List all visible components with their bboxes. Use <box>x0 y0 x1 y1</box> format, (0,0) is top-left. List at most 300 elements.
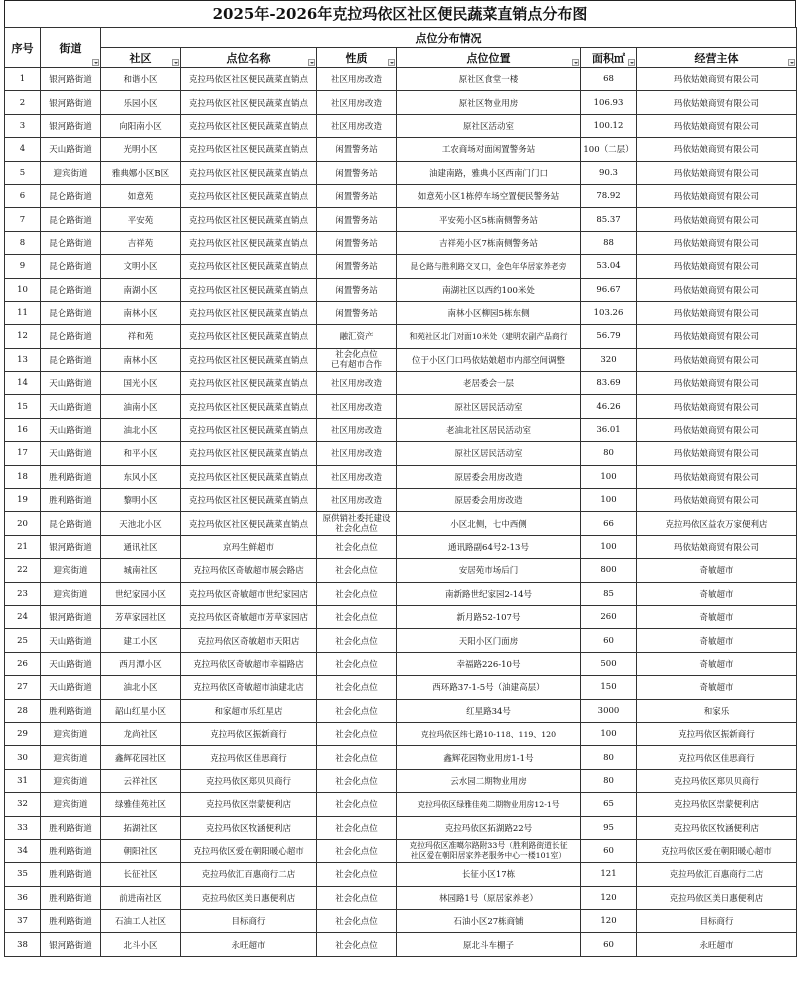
cell-community: 吉祥苑 <box>101 231 181 254</box>
cell-operator: 玛依姑娘商贸有限公司 <box>637 301 797 324</box>
header-location[interactable]: 点位位置 <box>397 48 581 68</box>
cell-nature: 社区用房改造 <box>317 442 397 465</box>
cell-area: 100（二层） <box>581 138 637 161</box>
cell-street: 胜利路街道 <box>41 465 101 488</box>
cell-point-name: 克拉玛依区社区便民蔬菜直销点 <box>181 465 317 488</box>
cell-seq: 36 <box>5 886 41 909</box>
cell-point-name: 克拉玛依区牧涵便利店 <box>181 816 317 839</box>
header-street[interactable]: 街道 <box>41 28 101 68</box>
cell-nature: 原供销社委托建设 社会化点位 <box>317 512 397 535</box>
cell-operator: 玛依姑娘商贸有限公司 <box>637 325 797 348</box>
cell-nature: 社会化点位 <box>317 910 397 933</box>
cell-area: 53.04 <box>581 255 637 278</box>
cell-operator: 玛依姑娘商贸有限公司 <box>637 489 797 512</box>
cell-area: 60 <box>581 933 637 956</box>
cell-point-name: 克拉玛依区振新商行 <box>181 722 317 745</box>
cell-nature: 闲置警务站 <box>317 161 397 184</box>
cell-seq: 32 <box>5 793 41 816</box>
cell-operator: 玛依姑娘商贸有限公司 <box>637 348 797 371</box>
cell-seq: 7 <box>5 208 41 231</box>
cell-area: 150 <box>581 676 637 699</box>
cell-operator: 克拉玛依区崇蒙便利店 <box>637 793 797 816</box>
cell-area: 120 <box>581 886 637 909</box>
cell-seq: 11 <box>5 301 41 324</box>
cell-location: 平安苑小区5栋南侧警务站 <box>397 208 581 231</box>
cell-street: 昆仑路街道 <box>41 255 101 278</box>
table-row <box>5 184 797 207</box>
cell-location: 原居委会用房改造 <box>397 465 581 488</box>
cell-location: 红星路34号 <box>397 699 581 722</box>
cell-operator: 奇敏超市 <box>637 605 797 628</box>
cell-operator: 目标商行 <box>637 910 797 933</box>
cell-seq: 14 <box>5 372 41 395</box>
cell-point-name: 克拉玛依区社区便民蔬菜直销点 <box>181 208 317 231</box>
cell-street: 迎宾街道 <box>41 559 101 582</box>
cell-location: 位于小区门口玛依姑娘超市内部空间调整 <box>397 348 581 371</box>
cell-location: 原社区活动室 <box>397 114 581 137</box>
cell-seq: 16 <box>5 418 41 441</box>
cell-operator: 玛依姑娘商贸有限公司 <box>637 184 797 207</box>
cell-operator: 玛依姑娘商贸有限公司 <box>637 395 797 418</box>
cell-point-name: 克拉玛依区佳思商行 <box>181 746 317 769</box>
table-row <box>5 208 797 231</box>
cell-seq: 24 <box>5 605 41 628</box>
cell-nature: 社会化点位 <box>317 886 397 909</box>
cell-location: 南湖社区以西约100米处 <box>397 278 581 301</box>
cell-area: 120 <box>581 910 637 933</box>
cell-seq: 27 <box>5 676 41 699</box>
cell-point-name: 克拉玛依区奇敏超市油建北店 <box>181 676 317 699</box>
cell-point-name: 克拉玛依区社区便民蔬菜直销点 <box>181 68 317 91</box>
cell-community: 北斗小区 <box>101 933 181 956</box>
cell-nature: 社会化点位 <box>317 793 397 816</box>
cell-operator: 玛依姑娘商贸有限公司 <box>637 255 797 278</box>
cell-nature: 闲置警务站 <box>317 278 397 301</box>
cell-nature: 社会化点位 <box>317 839 397 862</box>
cell-community: 南湖小区 <box>101 278 181 301</box>
cell-operator: 奇敏超市 <box>637 582 797 605</box>
cell-nature: 社会化点位 <box>317 535 397 558</box>
cell-operator: 克拉玛依区郑贝贝商行 <box>637 769 797 792</box>
cell-area: 83.69 <box>581 372 637 395</box>
cell-seq: 19 <box>5 489 41 512</box>
cell-community: 和谐小区 <box>101 68 181 91</box>
cell-operator: 奇敏超市 <box>637 652 797 675</box>
cell-point-name: 克拉玛依区奇敏超市展会路店 <box>181 559 317 582</box>
cell-area: 68 <box>581 68 637 91</box>
cell-community: 如意苑 <box>101 184 181 207</box>
cell-area: 80 <box>581 769 637 792</box>
table-row <box>5 793 797 816</box>
cell-community: 油北小区 <box>101 418 181 441</box>
cell-nature: 社区用房改造 <box>317 418 397 441</box>
cell-area: 80 <box>581 442 637 465</box>
cell-seq: 26 <box>5 652 41 675</box>
cell-point-name: 目标商行 <box>181 910 317 933</box>
cell-seq: 5 <box>5 161 41 184</box>
cell-area: 260 <box>581 605 637 628</box>
cell-nature: 闲置警务站 <box>317 231 397 254</box>
cell-operator: 玛依姑娘商贸有限公司 <box>637 68 797 91</box>
cell-point-name: 克拉玛依区社区便民蔬菜直销点 <box>181 161 317 184</box>
cell-seq: 8 <box>5 231 41 254</box>
cell-area: 96.67 <box>581 278 637 301</box>
cell-seq: 20 <box>5 512 41 535</box>
cell-location: 如意苑小区1栋停车场空置便民警务站 <box>397 184 581 207</box>
header-community[interactable]: 社区 <box>101 48 181 68</box>
header-nature[interactable]: 性质 <box>317 48 397 68</box>
cell-location: 吉祥苑小区7栋南侧警务站 <box>397 231 581 254</box>
cell-location: 林园路1号（原居家养老） <box>397 886 581 909</box>
filter-dropdown-icon[interactable] <box>628 59 635 66</box>
cell-operator: 克拉玛依区牧涵便利店 <box>637 816 797 839</box>
cell-location: 油建南路，雅典小区西南门门口 <box>397 161 581 184</box>
cell-seq: 3 <box>5 114 41 137</box>
table-row <box>5 582 797 605</box>
cell-seq: 23 <box>5 582 41 605</box>
cell-community: 南林小区 <box>101 348 181 371</box>
cell-street: 胜利路街道 <box>41 839 101 862</box>
cell-community: 韶山红星小区 <box>101 699 181 722</box>
cell-street: 昆仑路街道 <box>41 184 101 207</box>
cell-street: 天山路街道 <box>41 395 101 418</box>
cell-point-name: 克拉玛依区社区便民蔬菜直销点 <box>181 231 317 254</box>
table-row <box>5 231 797 254</box>
cell-nature: 社会化点位 <box>317 816 397 839</box>
cell-location: 原社区食堂一楼 <box>397 68 581 91</box>
cell-point-name: 克拉玛依区社区便民蔬菜直销点 <box>181 512 317 535</box>
cell-seq: 9 <box>5 255 41 278</box>
cell-nature: 社区用房改造 <box>317 91 397 114</box>
cell-operator: 永旺超市 <box>637 933 797 956</box>
cell-street: 昆仑路街道 <box>41 512 101 535</box>
cell-operator: 玛依姑娘商贸有限公司 <box>637 231 797 254</box>
cell-street: 迎宾街道 <box>41 582 101 605</box>
cell-point-name: 永旺超市 <box>181 933 317 956</box>
cell-operator: 奇敏超市 <box>637 559 797 582</box>
cell-operator: 克拉玛依区美日惠便利店 <box>637 886 797 909</box>
cell-street: 胜利路街道 <box>41 886 101 909</box>
cell-street: 昆仑路街道 <box>41 278 101 301</box>
cell-seq: 38 <box>5 933 41 956</box>
cell-nature: 社区用房改造 <box>317 489 397 512</box>
cell-nature: 社会化点位 <box>317 582 397 605</box>
cell-operator: 和家乐 <box>637 699 797 722</box>
cell-point-name: 克拉玛依区爱在朝阳暖心超市 <box>181 839 317 862</box>
cell-street: 天山路街道 <box>41 138 101 161</box>
cell-point-name: 和家超市乐红星店 <box>181 699 317 722</box>
cell-seq: 6 <box>5 184 41 207</box>
cell-seq: 15 <box>5 395 41 418</box>
cell-location: 西环路37-1-5号（油建高层） <box>397 676 581 699</box>
cell-point-name: 克拉玛依区社区便民蔬菜直销点 <box>181 138 317 161</box>
cell-area: 100 <box>581 465 637 488</box>
cell-point-name: 克拉玛依区奇敏超市幸福路店 <box>181 652 317 675</box>
cell-street: 天山路街道 <box>41 442 101 465</box>
cell-community: 祥和苑 <box>101 325 181 348</box>
distribution-table <box>4 27 797 957</box>
cell-area: 46.26 <box>581 395 637 418</box>
cell-street: 昆仑路街道 <box>41 231 101 254</box>
filter-dropdown-icon[interactable] <box>788 59 795 66</box>
cell-community: 西月潭小区 <box>101 652 181 675</box>
table-row <box>5 418 797 441</box>
cell-operator: 克拉玛依区佳思商行 <box>637 746 797 769</box>
cell-nature: 社区用房改造 <box>317 465 397 488</box>
cell-operator: 玛依姑娘商贸有限公司 <box>637 208 797 231</box>
cell-community: 油南小区 <box>101 395 181 418</box>
table-row <box>5 816 797 839</box>
cell-community: 和平小区 <box>101 442 181 465</box>
cell-location: 克拉玛依区绿雅佳苑二期物业用房12-1号 <box>397 793 581 816</box>
cell-street: 迎宾街道 <box>41 793 101 816</box>
cell-operator: 克拉玛依汇百惠商行二店 <box>637 863 797 886</box>
cell-community: 石油工人社区 <box>101 910 181 933</box>
table-row <box>5 769 797 792</box>
filter-dropdown-icon[interactable] <box>92 59 99 66</box>
cell-community: 长征社区 <box>101 863 181 886</box>
cell-community: 建工小区 <box>101 629 181 652</box>
cell-seq: 18 <box>5 465 41 488</box>
table-row <box>5 114 797 137</box>
page-title: 2025年-2026年克拉玛依区社区便民蔬菜直销点分布图 <box>4 0 796 27</box>
cell-nature: 社区用房改造 <box>317 372 397 395</box>
cell-operator: 克拉玛依区爱在朝阳暖心超市 <box>637 839 797 862</box>
cell-seq: 2 <box>5 91 41 114</box>
cell-community: 鑫辉花园社区 <box>101 746 181 769</box>
cell-location: 天阳小区门面房 <box>397 629 581 652</box>
cell-location: 工农商场对面闲置警务站 <box>397 138 581 161</box>
table-row <box>5 465 797 488</box>
cell-operator: 玛依姑娘商贸有限公司 <box>637 535 797 558</box>
cell-point-name: 克拉玛依区奇敏超市芳草家园店 <box>181 605 317 628</box>
cell-point-name: 克拉玛依区社区便民蔬菜直销点 <box>181 255 317 278</box>
cell-point-name: 克拉玛依区社区便民蔬菜直销点 <box>181 325 317 348</box>
table-row <box>5 301 797 324</box>
cell-community: 东风小区 <box>101 465 181 488</box>
cell-operator: 玛依姑娘商贸有限公司 <box>637 278 797 301</box>
cell-area: 66 <box>581 512 637 535</box>
cell-point-name: 京玛生鲜超市 <box>181 535 317 558</box>
cell-location: 新月路52-107号 <box>397 605 581 628</box>
cell-nature: 社会化点位 <box>317 746 397 769</box>
table-row <box>5 372 797 395</box>
cell-seq: 4 <box>5 138 41 161</box>
table-row <box>5 910 797 933</box>
cell-community: 文明小区 <box>101 255 181 278</box>
cell-location: 克拉玛依区拓湖路22号 <box>397 816 581 839</box>
filter-dropdown-icon[interactable] <box>388 59 395 66</box>
cell-point-name: 克拉玛依区社区便民蔬菜直销点 <box>181 91 317 114</box>
cell-community: 国光小区 <box>101 372 181 395</box>
cell-community: 绿雅佳苑社区 <box>101 793 181 816</box>
cell-location: 原社区物业用房 <box>397 91 581 114</box>
cell-area: 121 <box>581 863 637 886</box>
cell-nature: 闲置警务站 <box>317 208 397 231</box>
cell-nature: 社会化点位 <box>317 676 397 699</box>
cell-street: 银河路街道 <box>41 535 101 558</box>
cell-community: 平安苑 <box>101 208 181 231</box>
cell-seq: 10 <box>5 278 41 301</box>
cell-area: 60 <box>581 839 637 862</box>
cell-street: 昆仑路街道 <box>41 301 101 324</box>
table-row <box>5 605 797 628</box>
cell-point-name: 克拉玛依区社区便民蔬菜直销点 <box>181 489 317 512</box>
cell-street: 胜利路街道 <box>41 489 101 512</box>
cell-community: 向阳南小区 <box>101 114 181 137</box>
cell-seq: 31 <box>5 769 41 792</box>
cell-area: 85.37 <box>581 208 637 231</box>
cell-community: 通讯社区 <box>101 535 181 558</box>
cell-nature: 闲置警务站 <box>317 138 397 161</box>
cell-point-name: 克拉玛依区社区便民蔬菜直销点 <box>181 278 317 301</box>
cell-area: 500 <box>581 652 637 675</box>
cell-area: 800 <box>581 559 637 582</box>
cell-location: 和苑社区北门对面10米处（建明农副产品商行 <box>397 325 581 348</box>
cell-location: 克拉玛依区纬七路10-118、119、120 <box>397 722 581 745</box>
cell-location: 原北斗车棚子 <box>397 933 581 956</box>
cell-location: 老居委会一层 <box>397 372 581 395</box>
cell-street: 昆仑路街道 <box>41 325 101 348</box>
cell-nature: 闲置警务站 <box>317 255 397 278</box>
cell-location: 南新路世纪家园2-14号 <box>397 582 581 605</box>
cell-point-name: 克拉玛依区奇敏超市天阳店 <box>181 629 317 652</box>
cell-location: 长征小区17栋 <box>397 863 581 886</box>
cell-operator: 玛依姑娘商贸有限公司 <box>637 138 797 161</box>
filter-dropdown-icon[interactable] <box>572 59 579 66</box>
header-point-name[interactable]: 点位名称 <box>181 48 317 68</box>
cell-operator: 克拉玛依区益农万家便利店 <box>637 512 797 535</box>
cell-point-name: 克拉玛依区郑贝贝商行 <box>181 769 317 792</box>
cell-street: 银河路街道 <box>41 605 101 628</box>
table-row <box>5 559 797 582</box>
cell-community: 光明小区 <box>101 138 181 161</box>
table-row <box>5 278 797 301</box>
cell-street: 昆仑路街道 <box>41 348 101 371</box>
cell-operator: 玛依姑娘商贸有限公司 <box>637 161 797 184</box>
cell-location: 原社区居民活动室 <box>397 395 581 418</box>
cell-nature: 闲置警务站 <box>317 184 397 207</box>
table-row <box>5 255 797 278</box>
cell-seq: 17 <box>5 442 41 465</box>
cell-location: 幸福路226-10号 <box>397 652 581 675</box>
cell-street: 银河路街道 <box>41 68 101 91</box>
cell-area: 60 <box>581 629 637 652</box>
cell-nature: 社会化点位 <box>317 652 397 675</box>
cell-seq: 22 <box>5 559 41 582</box>
cell-point-name: 克拉玛依区崇蒙便利店 <box>181 793 317 816</box>
table-row <box>5 629 797 652</box>
table-row <box>5 535 797 558</box>
header-seq: 序号 <box>5 28 41 68</box>
table-row <box>5 325 797 348</box>
cell-community: 拓湖社区 <box>101 816 181 839</box>
cell-area: 80 <box>581 746 637 769</box>
cell-nature: 社会化点位 <box>317 769 397 792</box>
cell-community: 芳草家园社区 <box>101 605 181 628</box>
cell-nature: 社区用房改造 <box>317 68 397 91</box>
table-row <box>5 395 797 418</box>
cell-nature: 社区用房改造 <box>317 114 397 137</box>
cell-community: 黎明小区 <box>101 489 181 512</box>
cell-street: 银河路街道 <box>41 933 101 956</box>
cell-seq: 30 <box>5 746 41 769</box>
cell-seq: 29 <box>5 722 41 745</box>
cell-operator: 玛依姑娘商贸有限公司 <box>637 372 797 395</box>
table-row <box>5 161 797 184</box>
cell-point-name: 克拉玛依区社区便民蔬菜直销点 <box>181 395 317 418</box>
cell-operator: 玛依姑娘商贸有限公司 <box>637 418 797 441</box>
filter-dropdown-icon[interactable] <box>172 59 179 66</box>
cell-street: 天山路街道 <box>41 372 101 395</box>
cell-location: 克拉玛依区准噶尔路附33号（胜利路街道长征 社区爱在朝阳居家养老服务中心一楼101室） <box>397 839 581 862</box>
cell-operator: 奇敏超市 <box>637 676 797 699</box>
cell-nature: 社区用房改造 <box>317 395 397 418</box>
cell-area: 90.3 <box>581 161 637 184</box>
cell-point-name: 克拉玛依区社区便民蔬菜直销点 <box>181 114 317 137</box>
cell-street: 胜利路街道 <box>41 816 101 839</box>
cell-operator: 奇敏超市 <box>637 629 797 652</box>
table-body <box>5 68 797 957</box>
cell-area: 100 <box>581 489 637 512</box>
cell-community: 云祥社区 <box>101 769 181 792</box>
cell-operator: 玛依姑娘商贸有限公司 <box>637 442 797 465</box>
cell-location: 石油小区27栋商铺 <box>397 910 581 933</box>
table-row <box>5 839 797 862</box>
header-group: 点位分布情况 <box>101 28 797 48</box>
cell-nature: 社会化点位 <box>317 933 397 956</box>
cell-point-name: 克拉玛依区社区便民蔬菜直销点 <box>181 348 317 371</box>
cell-community: 前进南社区 <box>101 886 181 909</box>
cell-street: 胜利路街道 <box>41 910 101 933</box>
cell-seq: 37 <box>5 910 41 933</box>
cell-street: 天山路街道 <box>41 418 101 441</box>
cell-operator: 玛依姑娘商贸有限公司 <box>637 465 797 488</box>
cell-street: 天山路街道 <box>41 652 101 675</box>
cell-location: 鑫辉花园物业用房1-1号 <box>397 746 581 769</box>
cell-area: 100 <box>581 722 637 745</box>
cell-location: 原居委会用房改造 <box>397 489 581 512</box>
table-row <box>5 348 797 371</box>
cell-area: 85 <box>581 582 637 605</box>
cell-point-name: 克拉玛依区社区便民蔬菜直销点 <box>181 418 317 441</box>
cell-seq: 13 <box>5 348 41 371</box>
cell-nature: 社会化点位 <box>317 605 397 628</box>
cell-street: 天山路街道 <box>41 676 101 699</box>
cell-community: 乐园小区 <box>101 91 181 114</box>
cell-point-name: 克拉玛依汇百惠商行二店 <box>181 863 317 886</box>
table-row <box>5 91 797 114</box>
cell-point-name: 克拉玛依区社区便民蔬菜直销点 <box>181 372 317 395</box>
cell-area: 95 <box>581 816 637 839</box>
cell-area: 320 <box>581 348 637 371</box>
cell-location: 原社区居民活动室 <box>397 442 581 465</box>
cell-location: 南林小区柳园5栋东侧 <box>397 301 581 324</box>
table-row <box>5 863 797 886</box>
cell-nature: 闲置警务站 <box>317 301 397 324</box>
cell-location: 老油北社区居民活动室 <box>397 418 581 441</box>
table-row <box>5 442 797 465</box>
table-row <box>5 652 797 675</box>
cell-community: 龙尚社区 <box>101 722 181 745</box>
cell-community: 城南社区 <box>101 559 181 582</box>
cell-seq: 1 <box>5 68 41 91</box>
cell-area: 103.26 <box>581 301 637 324</box>
header-area[interactable]: 面积㎡ <box>581 48 637 68</box>
header-operator[interactable]: 经营主体 <box>637 48 797 68</box>
cell-area: 100 <box>581 535 637 558</box>
filter-dropdown-icon[interactable] <box>308 59 315 66</box>
